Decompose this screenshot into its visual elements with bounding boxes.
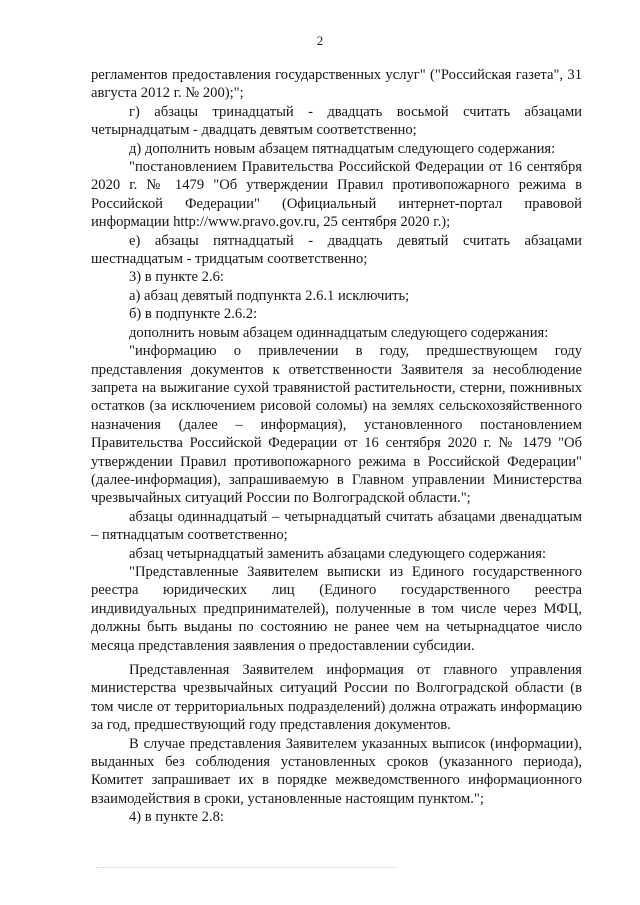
paragraph: "постановлением Правительства Российской Федерации от 16 сентября 2020 г. № 1479 "Об утверждении Правил противопожарного режима в Российской Федерации" (Официальный интернет-портал правовой информации http://www.pravo.gov.ru, 25 сентября 2020 г.);	[91, 159, 582, 231]
paragraph: "информацию о привлечении в году, предшествующем году представления документов к ответственности Заявителя за несоблюдение запрета на выжигание сухой травянистой растительности, стерни, пожнивных остатков (за исключением рисовой соломы) на землях сельскохозяйственного назначения (далее – информация), установленного постановлением Правительства Российской Федерации от 16 сентября 2020 г. № 1479 "Об утверждении Правил противопожарного режима в Российской Федерации" (далее-информация), запрашиваемую в Главном управлении Министерства чрезвычайных ситуаций России по Волгоградской области.";	[91, 343, 582, 507]
scan-artifact-line	[96, 867, 396, 868]
paragraph: абзац четырнадцатый заменить абзацами следующего содержания:	[129, 545, 546, 562]
paragraph: 4) в пункте 2.8:	[129, 809, 224, 826]
paragraph: д) дополнить новым абзацем пятнадцатым следующего содержания:	[129, 140, 556, 157]
paragraph: дополнить новым абзацем одиннадцатым следующего содержания:	[129, 324, 549, 341]
paragraph: е) абзацы пятнадцатый - двадцать девятый считать абзацами шестнадцатым - тридцатым соответственно;	[91, 232, 582, 268]
paragraph: Представленная Заявителем информация от главного управления министерства чрезвычайных ситуаций России по Волгоградской области (в том числе от территориальных подразделений) должна отражать информацию за год, предшествующий году представления документов.	[91, 662, 582, 734]
paragraph: а) абзац девятый подпункта 2.6.1 исключить;	[129, 287, 410, 304]
paragraph: абзацы одиннадцатый – четырнадцатый считать абзацами двенадцатым – пятнадцатым соответственно;	[91, 508, 582, 544]
paragraph: регламентов предоставления государственных услуг" ("Российская газета", 31 августа 2012 г. № 200);";	[91, 67, 582, 102]
document-body	[91, 66, 582, 827]
paragraph: 3) в пункте 2.6:	[129, 269, 224, 286]
paragraph: "Представленные Заявителем выписки из Единого государственного реестра юридических лиц (Единого государственного реестра индивидуальных предпринимателей), полученные в том числе через МФЦ, должны быть выданы по состоянию не ранее чем на четырнадцатое число месяца представления заявления о предоставлении субсидии.	[91, 563, 582, 654]
page-number: 2	[316, 33, 324, 48]
paragraph: В случае представления Заявителем указанных выписок (информации), выданных без соблюдения установленных сроков (указанного периода), Комитет запрашивает их в порядке межведомственного информационного взаимодействия в сроки, установленные настоящим пунктом.";	[91, 735, 582, 807]
paragraph: г) абзацы тринадцатый - двадцать восьмой считать абзацами четырнадцатым - двадцать девятым соответственно;	[91, 103, 582, 139]
paragraph: б) в подпункте 2.6.2:	[129, 306, 258, 323]
